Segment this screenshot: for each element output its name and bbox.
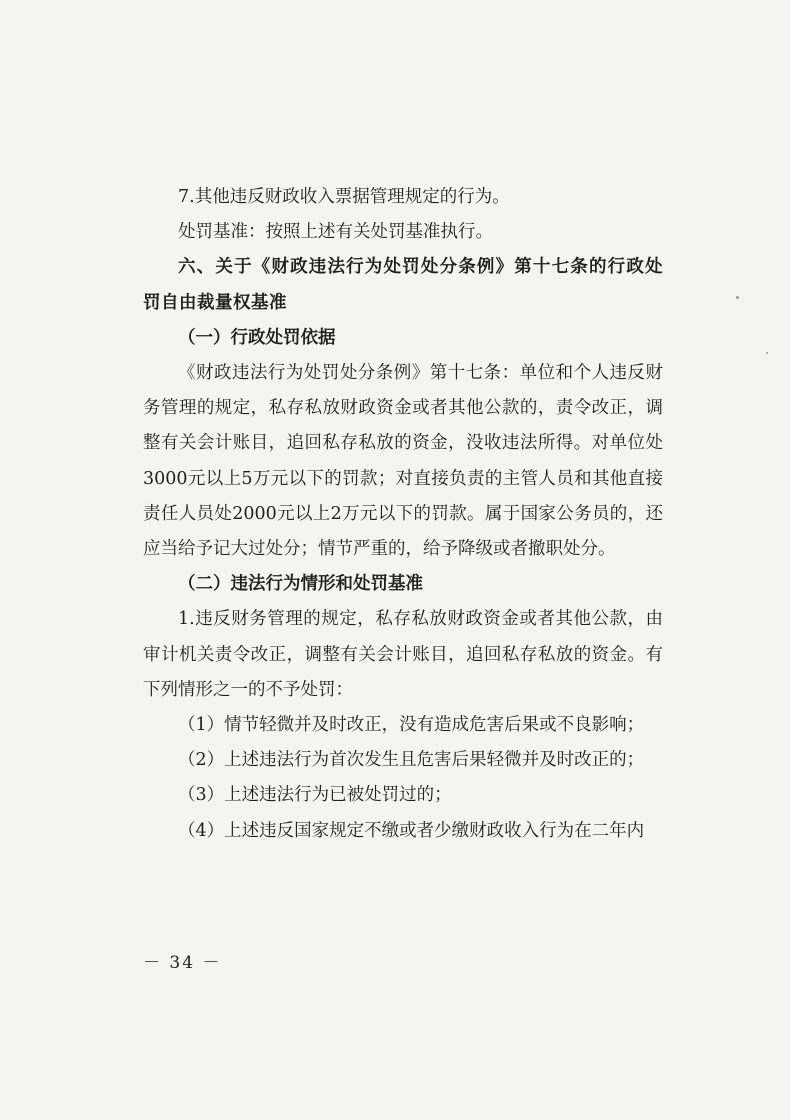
paragraph-penalty-standard: 处罚基准：按照上述有关处罚基准执行。 (178, 222, 493, 243)
section-heading-six: 六、关于《财政违法行为处罚处分条例》第十七条的行政处罚自由裁量权基准 (143, 257, 663, 313)
body-text (143, 180, 663, 849)
subheading-circumstances: （二）违法行为情形和处罚基准 (178, 574, 423, 595)
subheading-basis: （一）行政处罚依据 (178, 327, 336, 348)
list-item-3: （3）上述违法行为已被处罚过的； (178, 785, 452, 806)
paragraph-item-1: 1.违反财务管理的规定，私存私放财政资金或者其他公款，由审计机关责令改正，调整有关会计账目，追回私存私放的资金。有下列情形之一的不予处罚： (143, 609, 663, 700)
scan-speck (766, 352, 768, 354)
scan-speck (736, 296, 739, 299)
list-item-4: （4）上述违反国家规定不缴或者少缴财政收入行为在二年内 (178, 820, 645, 841)
page-number: － 34 － (143, 953, 222, 973)
list-item-2: （2）上述违法行为首次发生且危害后果轻微并及时改正的； (178, 750, 645, 771)
paragraph-item-7: 7.其他违反财政收入票据管理规定的行为。 (178, 187, 510, 207)
paragraph-article-17: 《财政违法行为处罚处分条例》第十七条：单位和个人违反财务管理的规定，私存私放财政资金或者其他公款的，责令改正，调整有关会计账目，追回私存私放的资金，没收违法所得。对单位处3000元以上5万元以下的罚款；对直接负责的主管人员和其他直接责任人员处2000元以上2万元以下的罚款。属于国家公务员的，还应当给予记大过处分；情节严重的，给予降级或者撤职处分。 (143, 363, 663, 560)
list-item-1: （1）情节轻微并及时改正，没有造成危害后果或不良影响； (178, 715, 645, 736)
